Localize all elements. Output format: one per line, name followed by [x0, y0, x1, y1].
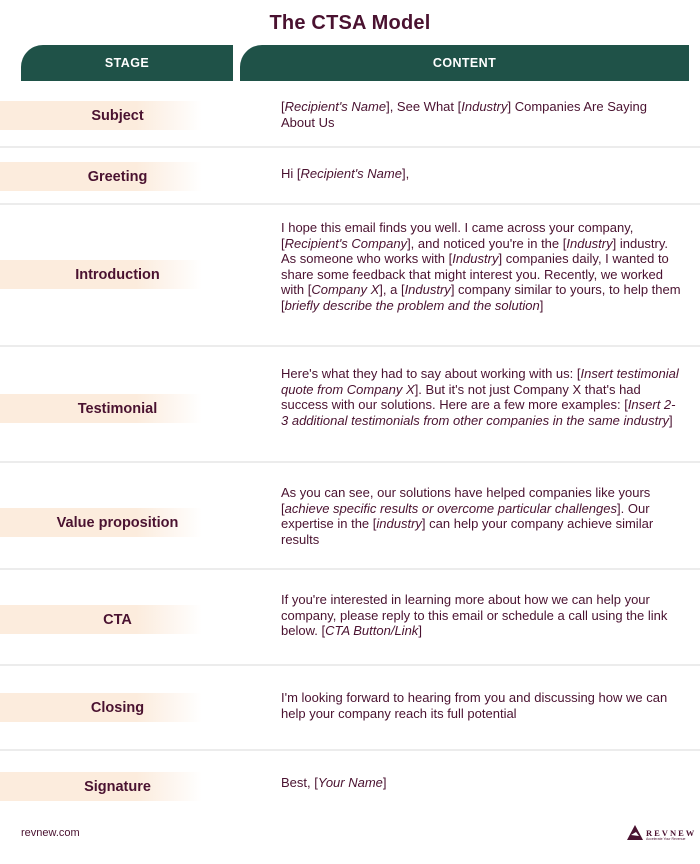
stage-label-testimonial: Testimonial: [0, 394, 235, 423]
placeholder-text: Recipient's Name: [300, 166, 402, 181]
row-divider: [0, 203, 700, 205]
row-divider: [0, 146, 700, 148]
stage-label-cta: CTA: [0, 605, 235, 634]
content-cell-cta: [281, 592, 681, 639]
body-text: ]: [382, 775, 387, 790]
stage-label-subject: Subject: [0, 101, 235, 130]
body-text: ],: [401, 166, 410, 181]
stage-label-introduction: Introduction: [0, 260, 235, 289]
row-divider: [0, 749, 700, 751]
placeholder-text: Industry: [566, 235, 613, 251]
placeholder-text: Industry: [404, 282, 451, 297]
stage-label-greeting: Greeting: [0, 162, 235, 191]
logo-name: REVNEW: [646, 827, 697, 838]
body-text: ] companies daily, I wanted to share some feedback that might interest you. Recently, we worked with [: [281, 251, 669, 297]
body-text: ]: [539, 297, 544, 313]
body-text: I'm looking forward to hearing from you and discussing how we can help your company reach its full potential: [281, 690, 668, 721]
content-cell-greeting: [281, 166, 681, 182]
body-text: ], and noticed you're in the [: [407, 235, 567, 251]
content-cell-closing: [281, 690, 681, 721]
placeholder-text: Recipient's Company: [284, 235, 408, 251]
row-divider: [0, 568, 700, 570]
placeholder-text: Company X: [311, 282, 380, 297]
placeholder-text: briefly describe the problem and the solution: [284, 297, 540, 313]
body-text: I hope this email finds you well. I came across your company, [: [281, 220, 634, 251]
stage-label-signature: Signature: [0, 772, 235, 801]
placeholder-text: Your Name: [317, 775, 383, 790]
mountain-triangle-icon: [626, 824, 644, 846]
row-divider: [0, 664, 700, 666]
placeholder-text: Recipient's Name: [284, 99, 387, 114]
placeholder-text: Insert 2-3 additional testimonials from other companies in the same industry: [281, 397, 676, 428]
body-text: ] industry. As someone who works with [: [281, 235, 669, 266]
body-text: Hi [: [281, 166, 301, 181]
column-header-content: CONTENT: [240, 45, 689, 81]
row-divider: [0, 461, 700, 463]
body-text: ]. But it's not just Company X that's had success with our solutions. Here are a few more examples: [: [281, 381, 641, 412]
body-text: ]. Our expertise in the [: [281, 500, 650, 531]
placeholder-text: CTA Button/Link: [325, 623, 419, 638]
body-text: ] can help your company achieve similar results: [281, 516, 654, 547]
revnew-logo: [626, 824, 696, 846]
body-text: If you're interested in learning more about how we can help your company, please reply to this email or schedule a call using the link below. [: [281, 592, 668, 638]
body-text: ]: [418, 623, 422, 638]
body-text: ] Companies Are Saying About Us: [281, 99, 647, 130]
content-cell-introduction: [281, 220, 681, 313]
placeholder-text: Industry: [452, 251, 499, 266]
placeholder-text: Industry: [461, 99, 508, 114]
content-cell-testimonial: [281, 366, 681, 428]
stage-label-value-proposition: Value proposition: [0, 508, 235, 537]
content-cell-value-proposition: [281, 485, 681, 547]
content-cell-subject: [281, 99, 681, 130]
content-cell-signature: [281, 775, 681, 791]
placeholder-text: industry: [376, 516, 422, 531]
column-header-stage: STAGE: [21, 45, 233, 81]
page-title: The CTSA Model: [269, 12, 431, 34]
stage-label-closing: Closing: [0, 693, 235, 722]
body-text: [: [281, 99, 285, 114]
placeholder-text: achieve specific results or overcome particular challenges: [284, 500, 618, 516]
body-text: ]: [669, 412, 673, 428]
placeholder-text: Insert testimonial quote from Company X: [281, 366, 679, 397]
body-text: ] company similar to yours, to help them [: [281, 282, 681, 313]
body-text: As you can see, our solutions have helped companies like yours [: [281, 485, 651, 516]
body-text: ], See What [: [386, 99, 462, 114]
logo-tagline: Accelerate Your Revenue: [646, 837, 686, 841]
body-text: Here's what they had to say about working with us: [: [281, 366, 581, 381]
row-divider: [0, 345, 700, 347]
body-text: Best, [: [281, 775, 318, 790]
body-text: ], a [: [379, 282, 405, 297]
footer-site-link[interactable]: revnew.com: [21, 827, 80, 839]
